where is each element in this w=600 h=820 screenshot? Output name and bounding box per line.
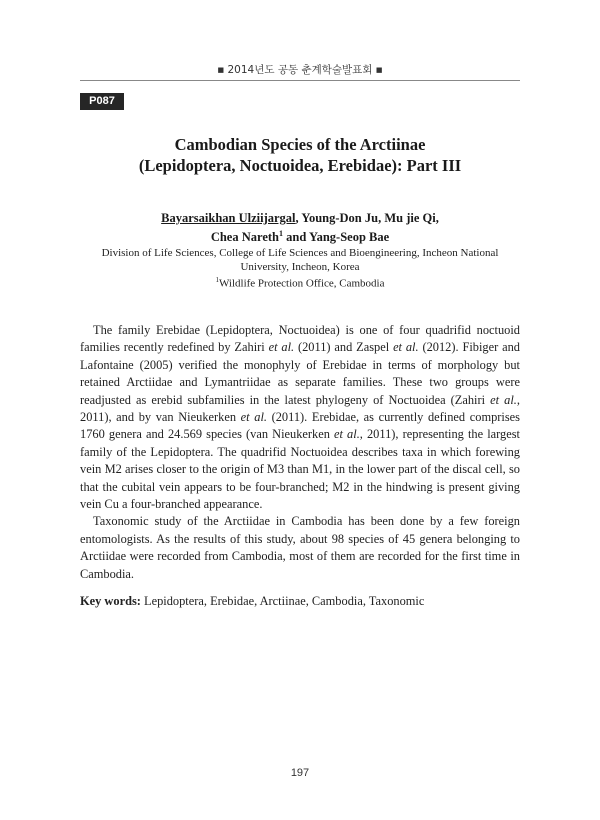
header-square-icon: ■ [217, 66, 225, 74]
text-run: , 2011), representing the largest family of the Lepidoptera. The quadrifid Noctuoidea describes taxa in which forewing vein M2 arises closer to the origin of M3 than M1, in the lower part of the discal cell, so that the cubital vein appears to be four-branched; M2 in the hindwing is present giving vein Cu a four-branched appearance. [80, 427, 520, 512]
affiliation-line-1: Division of Life Sciences, College of Life Sciences and Bioengineering, Incheon National [101, 247, 499, 259]
running-header [80, 62, 520, 77]
abstract-paragraph-2: Taxonomic study of the Arctiidae in Cambodia has been done by a few foreign entomologists. As the results of this study, about 98 species of 45 genera belonging to Arctiidae were recorded from Cambodia, most of them are recorded for the first time in Cambodia. [80, 514, 520, 581]
poster-number-badge: P087 [80, 93, 124, 110]
author-line-1 [80, 210, 520, 226]
text-run: (2011) and Zaspel [294, 340, 394, 355]
affiliation-mark: 1 [279, 229, 283, 238]
author-line-2 [80, 226, 520, 245]
header-text: 2014년도 공동 춘계학술발표회 [227, 64, 373, 76]
page-number: 197 [290, 767, 310, 779]
affiliation-line-3 [80, 274, 520, 291]
text-run: The family Erebidae (Lepidoptera, Noctuoidea) is one of four quadrifid noctuoid families recently redefined by Zahiri [80, 323, 520, 355]
affiliation-mark: 1 [215, 276, 219, 284]
italic-run: et al. [490, 392, 517, 407]
title-line-2: (Lepidoptera, Noctuoidea, Erebidae): Part III [138, 156, 462, 175]
text-run: , 2011), and by van Nieukerken [80, 392, 520, 425]
affiliation-cambodia: Wildlife Protection Office, Cambodia [218, 277, 385, 290]
affiliation-line-2: University, Incheon, Korea [240, 260, 360, 273]
co-authors: , Young-Don Ju, Mu jie Qi, [295, 211, 439, 225]
paper-title [80, 134, 520, 176]
text-run: (2011). Erebidae, as currently defined comprises 1760 genera and 24.569 species (van Nieukerken [80, 410, 520, 442]
keywords-text: Lepidoptera, Erebidae, Arctiinae, Cambodia, Taxonomic [140, 594, 425, 608]
italic-run: et al. [393, 340, 419, 355]
author-list [80, 210, 520, 245]
header-square-icon: ■ [375, 66, 383, 74]
keywords [80, 593, 520, 610]
header-divider [80, 80, 520, 81]
presenting-author: Bayarsaikhan Ulziijargal [161, 211, 296, 225]
affiliations [80, 247, 520, 291]
author-nareth: Chea Nareth [210, 230, 279, 245]
italic-run: et al. [334, 427, 360, 442]
keywords-label: Key words: [80, 594, 141, 608]
italic-run: et al. [240, 410, 267, 425]
title-line-1: Cambodian Species of the Arctiinae [174, 135, 426, 154]
italic-run: et al. [268, 340, 295, 355]
abstract-paragraph-1 [80, 322, 520, 513]
author-bae: and Yang-Seop Bae [283, 230, 390, 245]
text-run: (2012). Fibiger and Lafontaine (2005) verified the monophyly of Erebidae in terms of morphology but retained Arctiidae and Lymantriidae as separate families. These two groups were readjusted as erebid subfamilies in the latest phylogeny of Noctuoidea (Zahiri [80, 340, 521, 407]
abstract [80, 322, 520, 583]
